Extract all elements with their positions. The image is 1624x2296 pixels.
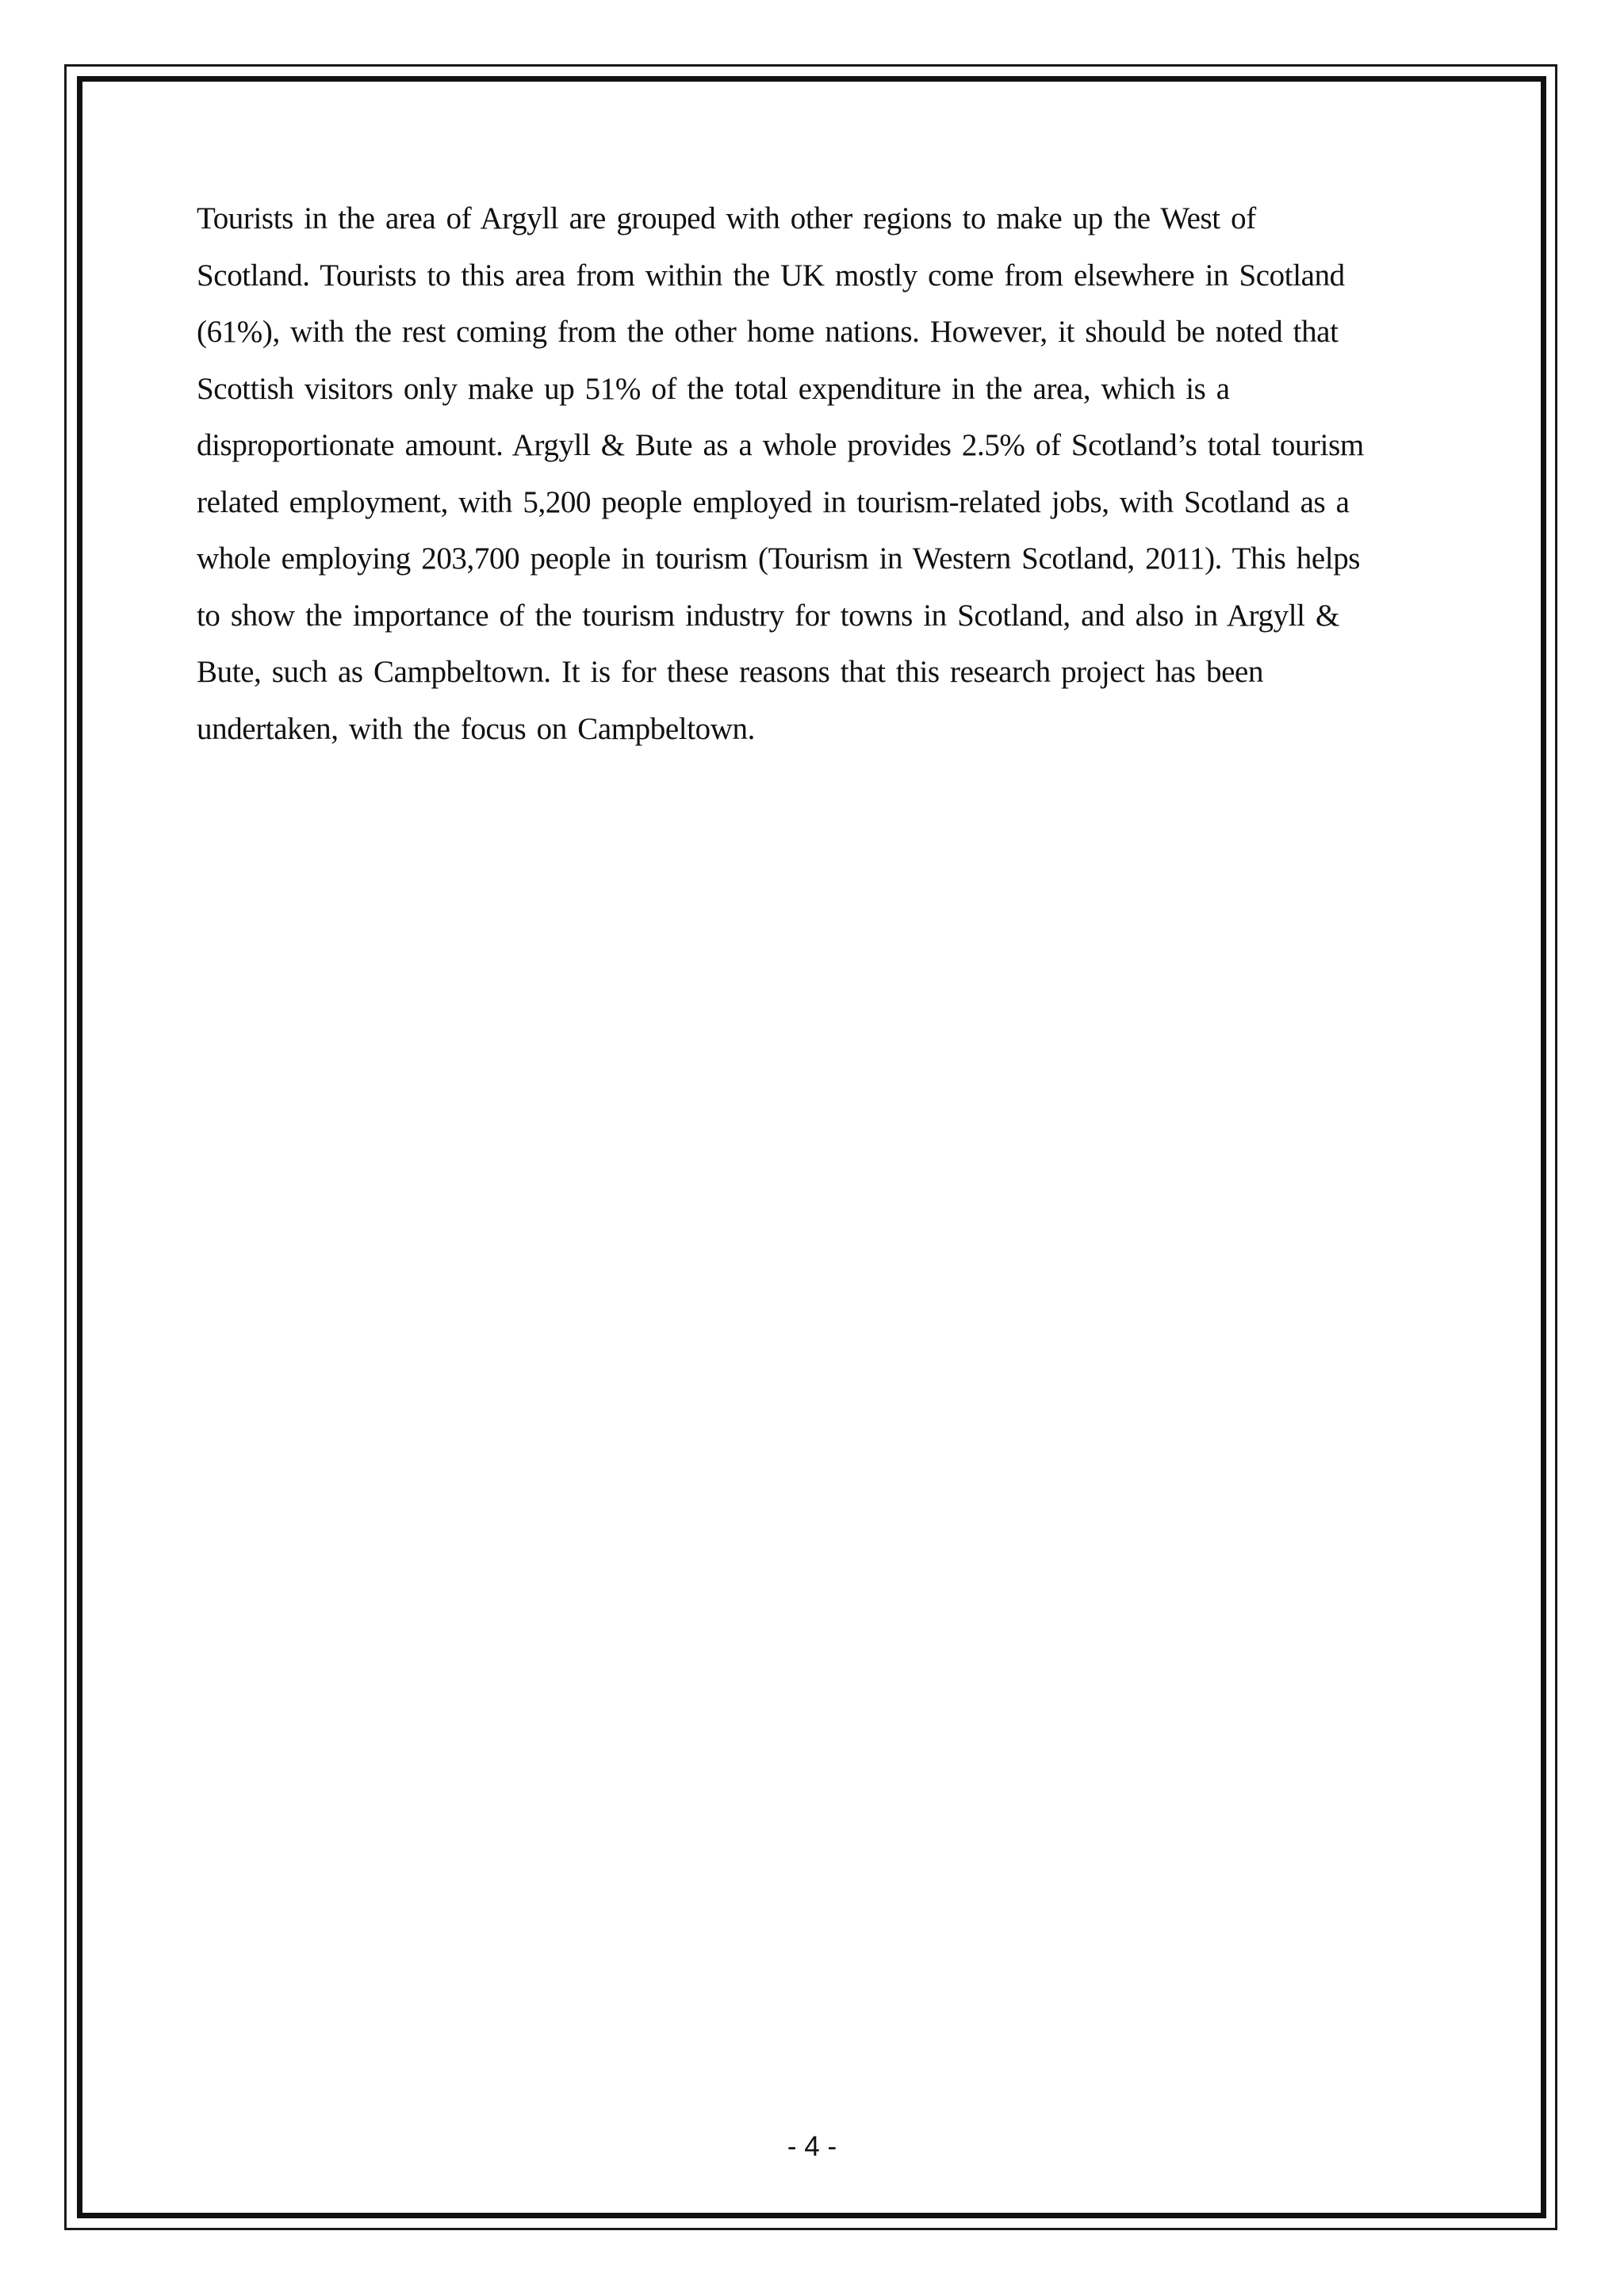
paragraph-line: Tourists in the area of Argyll are grouped with other regions to make up the West of: [197, 201, 1256, 235]
paragraph-line: to show the importance of the tourism industry for towns in Scotland, and also in Argyll &: [197, 598, 1339, 633]
body-paragraph: [197, 190, 1434, 757]
paragraph-line: (61%), with the rest coming from the other home nations. However, it should be noted that: [197, 315, 1339, 349]
paragraph-line: Bute, such as Campbeltown. It is for these reasons that this research project has been: [197, 655, 1264, 689]
paragraph-line: whole employing 203,700 people in tourism (Tourism in Western Scotland, 2011). This helps: [197, 541, 1361, 576]
paragraph-line: Scottish visitors only make up 51% of the total expenditure in the area, which is a: [197, 371, 1230, 406]
paragraph-line: related employment, with 5,200 people employed in tourism-related jobs, with Scotland as a: [197, 484, 1350, 519]
paragraph-line: Scotland. Tourists to this area from within the UK mostly come from elsewhere in Scotland: [197, 258, 1345, 293]
page-number: - 4 -: [787, 2131, 837, 2162]
paragraph-line: undertaken, with the focus on Campbeltown.: [197, 711, 755, 746]
paragraph-line: disproportionate amount. Argyll & Bute as a whole provides 2.5% of Scotland’s total tourism: [197, 428, 1364, 462]
